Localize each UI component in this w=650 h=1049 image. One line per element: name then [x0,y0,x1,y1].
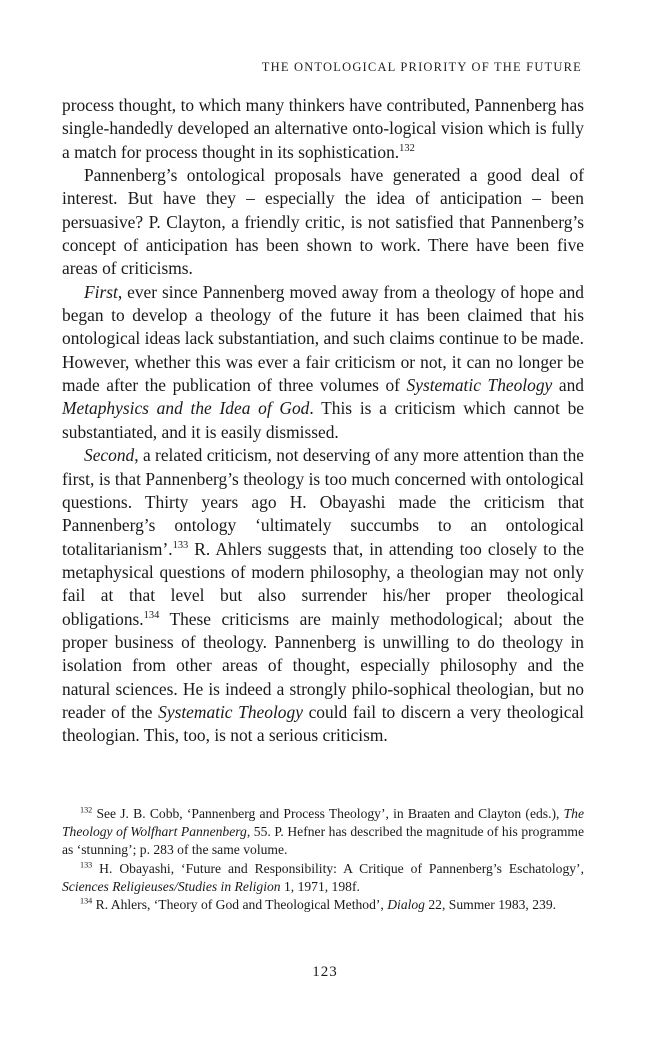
italic-text: First [84,281,118,302]
page-number: 123 [312,964,338,980]
text-run: H. Obayashi, ‘Future and Responsibility: A Critique of Pannenberg’s Eschatology’, [92,860,584,876]
italic-text: Systematic Theology [158,701,303,722]
paragraph [62,281,584,444]
italic-text: Second [84,445,135,466]
text-run: 22, Summer 1983, 239. [424,897,557,913]
text-run: , a related criticism, not deserving of any more attention than the first, is that Pannenberg’s theology is too much concerned with ontological questions. Thirty years ago H. Obayashi made the criticism that Pannenberg’s ontology ‘ultimately succumbs to an ontological totalitarianism’. [62,445,584,559]
paragraph [62,164,584,281]
italic-text: Sciences Religieuses/Studies in Religion [62,878,281,894]
footnote-marker: 133 [172,539,189,551]
text-run: See J. B. Cobb, ‘Pannenberg and Process Theology’, in Braaten and Clayton (eds.), [92,806,564,821]
text-run: process thought, to which many thinkers have contributed, Pannenberg has single-handedly developed an alternative onto-logical vision which is fully a match for process thought in its sophistication. [62,95,584,162]
text-run: Pannenberg’s ontological proposals have generated a good deal of interest. But have they – especially the idea of anticipation – been persuasive? P. Clayton, a friendly critic, is not satisfied that Pannenberg’s concept of anticipation has been shown to work. There have been five areas of criticisms. [62,165,584,279]
footnote-marker: 132 [399,142,415,154]
paragraph [62,444,584,747]
paragraph [62,94,584,164]
footnote [62,860,584,896]
italic-text: Dialog [387,897,425,913]
footnote [62,805,584,860]
text-run: . This is a criticism which cannot be substantiated, and it is easily dismissed. [62,398,584,442]
footnotes [62,805,584,914]
italic-text: The Theology of Wolfhart Pannenberg [62,806,584,840]
text-run: could fail to discern a very theological theologian. This, too, is not a serious criticism. [62,701,584,746]
text-run: , 55. P. Hefner has described the magnitude of his programme as ‘stunning’; p. 283 of the same volume. [62,824,584,858]
text-run: R. Ahlers, ‘Theory of God and Theological Method’, [92,897,388,913]
footnote-marker: 133 [80,860,93,870]
text-run: These criticisms are mainly methodological; about the proper business of theology. Pannenberg is unwilling to do theology in isolation from other areas of thought, especially philosophy and the natural sciences. He is indeed a strongly philo-sophical theologian, but no reader of the [62,608,584,722]
footnote-marker: 134 [143,609,160,621]
body-text [62,94,584,748]
italic-text: Systematic Theology [406,375,553,396]
footnote [62,896,584,914]
text-run: 1, 1971, 198f. [280,878,360,894]
footnote-marker: 134 [80,896,93,906]
text-run: R. Ahlers suggests that, in attending too closely to the metaphysical questions of modern philosophy, a theologian may not only fail at that level but also surrender his/her proper theological obligations. [62,538,584,629]
running-head: THE ONTOLOGICAL PRIORITY OF THE FUTURE [261,60,582,74]
text-run: , ever since Pannenberg moved away from a theology of hope and began to develop a theology of the future it has been claimed that his ontological ideas lack substantiation, and such claims continue to be made. However, whether this was ever a fair criticism or not, it can no longer be made after the publication of three volumes of [62,281,584,396]
italic-text: Metaphysics and the Idea of God [62,398,310,419]
text-run: and [552,375,584,396]
footnote-marker: 132 [80,805,93,815]
